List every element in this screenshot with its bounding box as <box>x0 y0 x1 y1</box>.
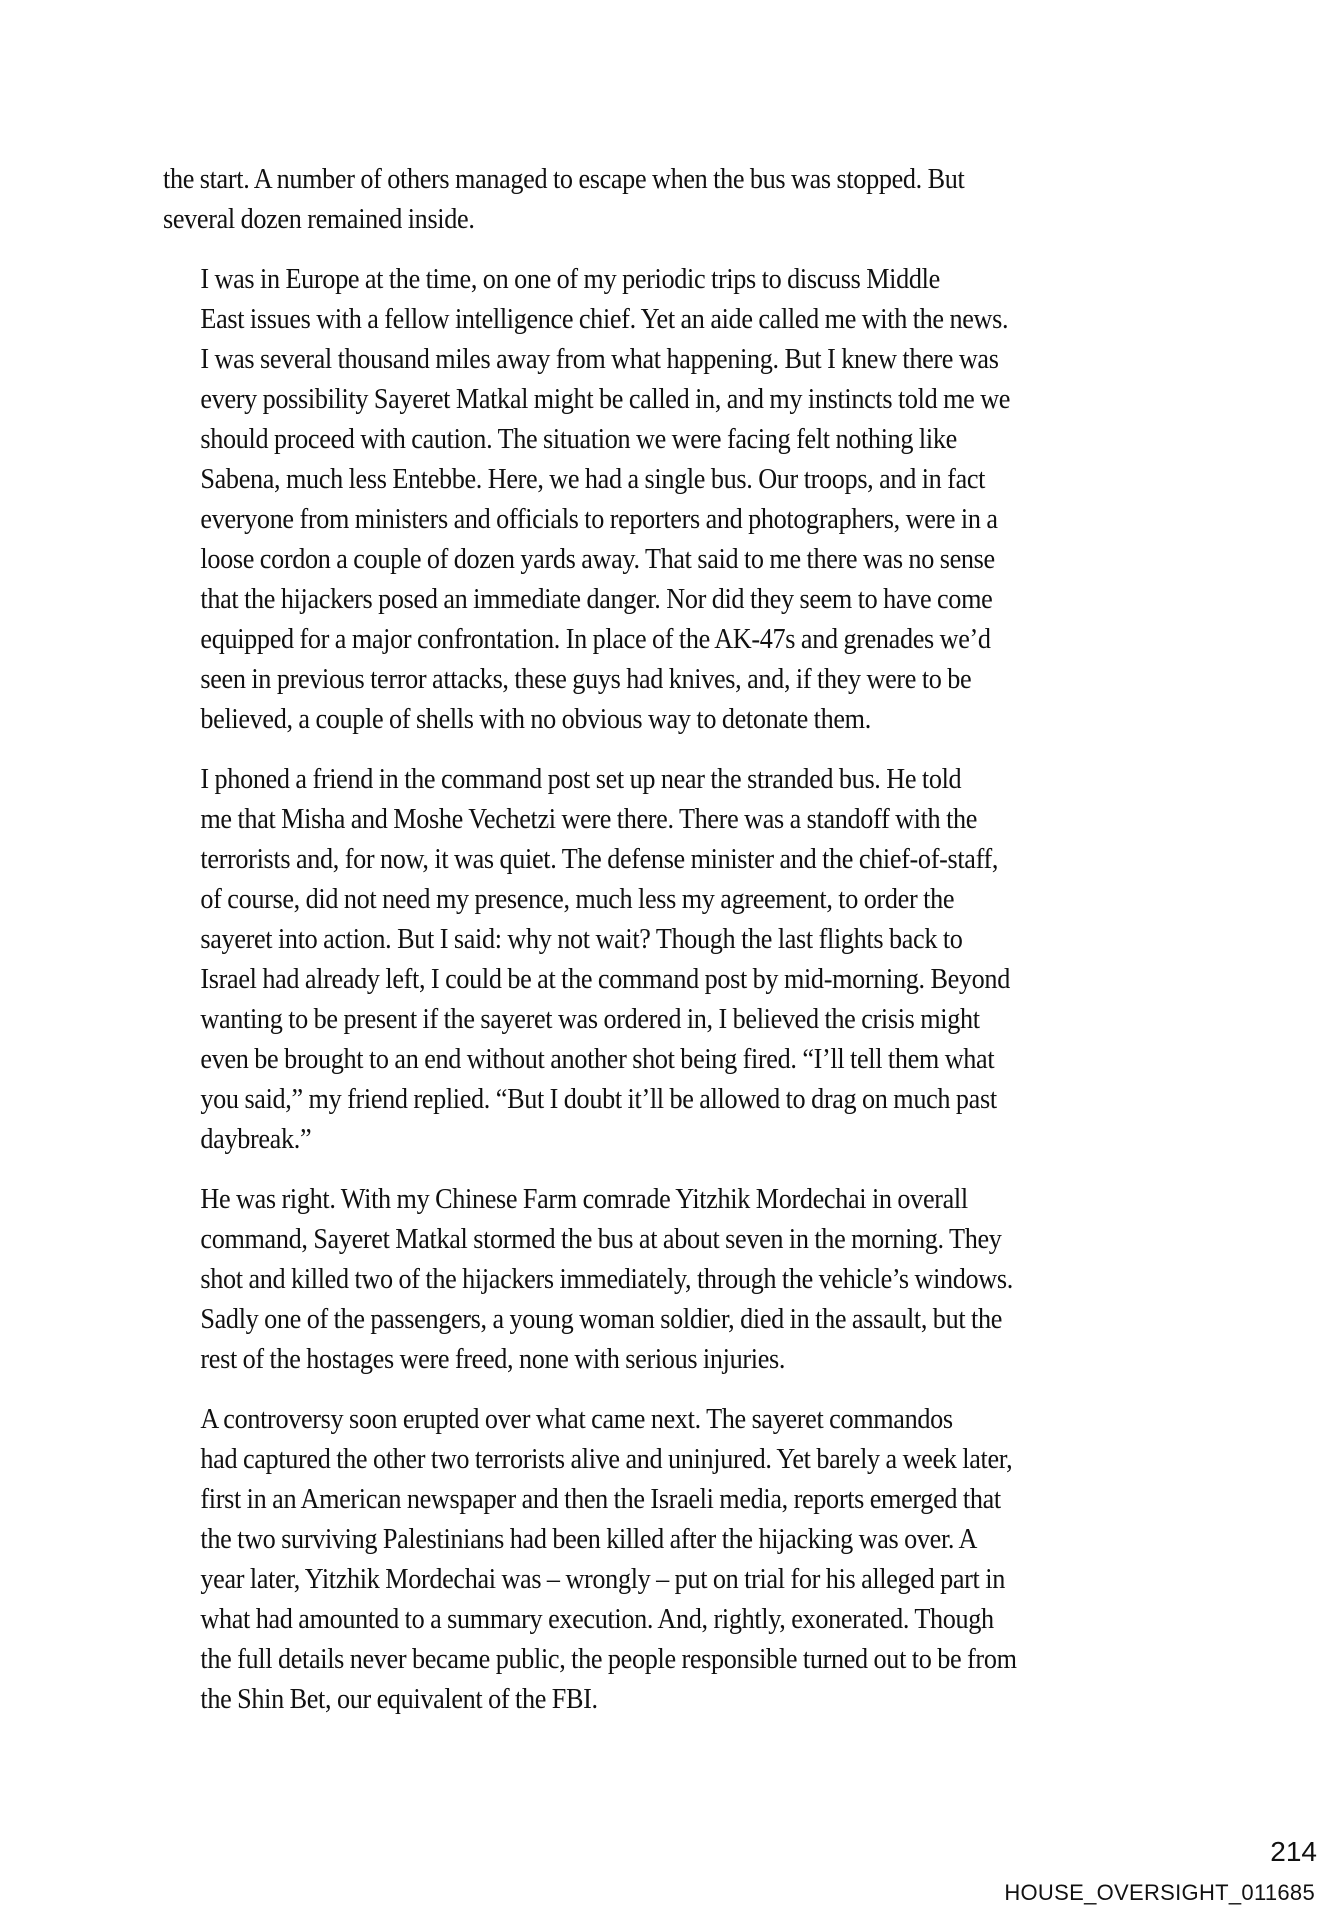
text-line: A controversy soon erupted over what came next. The sayeret commandos <box>200 1404 953 1435</box>
text-line: the full details never became public, the people responsible turned out to be from <box>200 1644 1017 1675</box>
text-line: me that Misha and Moshe Vechetzi were there. There was a standoff with the <box>200 804 978 835</box>
paragraph <box>163 260 1117 740</box>
text-line: even be brought to an end without another shot being fired. “I’ll tell them what <box>200 1044 995 1075</box>
text-line: East issues with a fellow intelligence chief. Yet an aide called me with the news. <box>200 304 1009 335</box>
text-line: seen in previous terror attacks, these guys had knives, and, if they were to be <box>200 664 972 695</box>
text-line: terrorists and, for now, it was quiet. The defense minister and the chief-of-staff, <box>200 844 999 875</box>
paragraph <box>163 760 1117 1160</box>
paragraph <box>163 160 1117 240</box>
paragraph <box>163 1400 1117 1720</box>
text-line: the Shin Bet, our equivalent of the FBI. <box>200 1684 598 1715</box>
text-line: sayeret into action. But I said: why not wait? Though the last flights back to <box>200 924 963 955</box>
text-line: Sadly one of the passengers, a young woman soldier, died in the assault, but the <box>200 1304 1003 1335</box>
text-line: believed, a couple of shells with no obvious way to detonate them. <box>200 704 871 735</box>
text-line: Sabena, much less Entebbe. Here, we had a single bus. Our troops, and in fact <box>200 464 986 495</box>
text-line: of course, did not need my presence, much less my agreement, to order the <box>200 884 955 915</box>
text-line: I phoned a friend in the command post set up near the stranded bus. He told <box>200 764 962 795</box>
body-text <box>163 160 1117 1740</box>
text-line: command, Sayeret Matkal stormed the bus at about seven in the morning. They <box>200 1224 1002 1255</box>
bates-number: HOUSE_OVERSIGHT_011685 <box>1004 1880 1315 1905</box>
text-line: had captured the other two terrorists alive and uninjured. Yet barely a week later, <box>200 1444 1013 1475</box>
page-number: 214 <box>1270 1836 1317 1867</box>
text-line: what had amounted to a summary execution. And, rightly, exonerated. Though <box>200 1604 994 1635</box>
text-line: the start. A number of others managed to escape when the bus was stopped. But <box>163 164 965 195</box>
text-line: should proceed with caution. The situation we were facing felt nothing like <box>200 424 957 455</box>
text-line: loose cordon a couple of dozen yards away. That said to me there was no sense <box>200 544 995 575</box>
text-line: every possibility Sayeret Matkal might be called in, and my instincts told me we <box>200 384 1011 415</box>
text-line: several dozen remained inside. <box>163 204 475 235</box>
text-line: I was several thousand miles away from what happening. But I knew there was <box>200 344 999 375</box>
text-line: first in an American newspaper and then the Israeli media, reports emerged that <box>200 1484 1001 1515</box>
text-line: daybreak.” <box>200 1124 312 1155</box>
text-line: everyone from ministers and officials to reporters and photographers, were in a <box>200 504 998 535</box>
text-line: year later, Yitzhik Mordechai was – wrongly – put on trial for his alleged part in <box>200 1564 1005 1595</box>
text-line: that the hijackers posed an immediate danger. Nor did they seem to have come <box>200 584 993 615</box>
text-line: I was in Europe at the time, on one of my periodic trips to discuss Middle <box>200 264 940 295</box>
text-line: Israel had already left, I could be at the command post by mid-morning. Beyond <box>200 964 1010 995</box>
text-line: He was right. With my Chinese Farm comrade Yitzhik Mordechai in overall <box>200 1184 968 1215</box>
text-line: equipped for a major confrontation. In place of the AK-47s and grenades we’d <box>200 624 991 655</box>
text-line: you said,” my friend replied. “But I doubt it’ll be allowed to drag on much past <box>200 1084 997 1115</box>
paragraph <box>163 1180 1117 1380</box>
text-line: the two surviving Palestinians had been killed after the hijacking was over. A <box>200 1524 978 1555</box>
text-line: wanting to be present if the sayeret was ordered in, I believed the crisis might <box>200 1004 980 1035</box>
text-line: shot and killed two of the hijackers immediately, through the vehicle’s windows. <box>200 1264 1013 1295</box>
text-line: rest of the hostages were freed, none with serious injuries. <box>200 1344 786 1375</box>
